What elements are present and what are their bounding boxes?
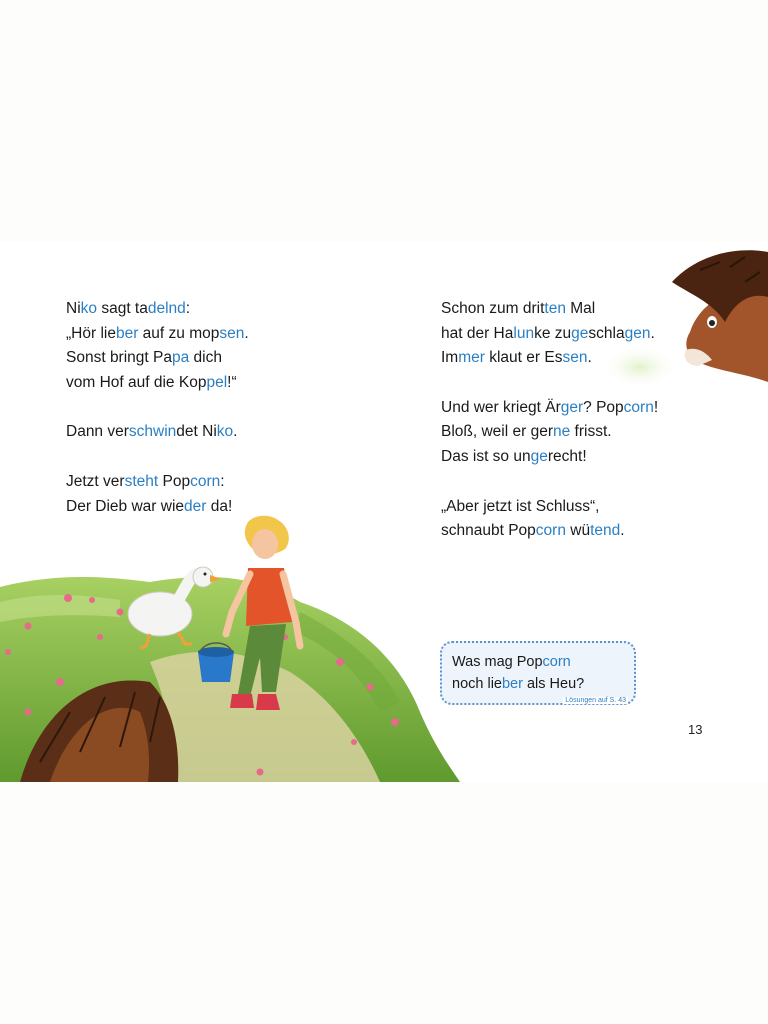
text-segment: hat der Ha xyxy=(441,324,514,342)
highlighted-syllable: mer xyxy=(458,349,485,367)
text-line xyxy=(66,322,249,347)
text-segment: „Aber jetzt ist Schluss“, xyxy=(441,497,600,515)
highlighted-syllable: pel xyxy=(206,374,228,392)
text-segment: Pop xyxy=(158,472,191,490)
text-segment: Und wer kriegt Är xyxy=(441,398,561,416)
highlighted-syllable: ger xyxy=(560,398,584,416)
quiz-question xyxy=(452,651,584,695)
text-segment: . xyxy=(587,349,592,367)
text-line xyxy=(66,495,249,520)
text-line xyxy=(66,371,249,396)
text-line xyxy=(452,673,584,695)
text-segment: Sonst bringt Pa xyxy=(66,349,172,367)
right-page-text xyxy=(441,297,658,544)
text-line xyxy=(441,445,658,470)
highlighted-syllable: der xyxy=(184,497,207,515)
text-segment: Ni xyxy=(66,300,81,317)
highlighted-syllable: ne xyxy=(552,423,571,441)
text-segment: da! xyxy=(206,497,233,515)
text-line xyxy=(441,495,658,520)
text-line xyxy=(441,420,658,445)
text-segment: Jetzt ver xyxy=(66,472,125,490)
highlighted-syllable: sen xyxy=(562,349,588,367)
text-segment: schla xyxy=(588,324,625,342)
text-segment: noch lie xyxy=(452,676,502,692)
text-segment: Der Dieb war wie xyxy=(66,497,185,515)
stanza-gap xyxy=(441,371,658,396)
highlighted-syllable: ge xyxy=(530,448,548,466)
text-line xyxy=(66,297,249,322)
text-line xyxy=(452,651,584,673)
highlighted-syllable: corn xyxy=(542,654,571,670)
text-segment: vom Hof auf die Kop xyxy=(66,374,207,392)
text-line xyxy=(441,519,658,544)
highlighted-syllable: pa xyxy=(171,349,190,367)
stanza-gap xyxy=(66,445,249,470)
text-segment: schnaubt Pop xyxy=(441,522,536,540)
text-line xyxy=(441,346,658,371)
stanza-gap xyxy=(441,470,658,495)
highlighted-syllable: schwin xyxy=(128,423,177,441)
text-segment: Schon zum drit xyxy=(441,300,545,317)
highlighted-syllable: tend xyxy=(590,522,621,540)
text-segment: det Ni xyxy=(176,423,217,441)
text-segment: . xyxy=(650,324,655,342)
text-line xyxy=(441,322,658,347)
highlighted-syllable: lun xyxy=(513,324,535,342)
highlighted-syllable: steht xyxy=(124,472,159,490)
solutions-note: Lösungen auf S. 43 xyxy=(565,697,626,704)
text-segment: . xyxy=(233,423,238,441)
text-segment: !“ xyxy=(227,374,237,392)
text-line xyxy=(441,297,658,322)
text-segment: Im xyxy=(441,349,459,367)
highlighted-syllable: corn xyxy=(535,522,566,540)
text-segment: Was mag Pop xyxy=(452,654,543,670)
text-segment: . xyxy=(620,522,625,540)
highlighted-syllable: sen xyxy=(219,324,245,342)
text-segment: auf zu mop xyxy=(138,324,220,342)
highlighted-syllable: ko xyxy=(80,300,98,317)
text-segment: Dann ver xyxy=(66,423,129,441)
highlighted-syllable: corn xyxy=(190,472,221,490)
text-segment: Mal xyxy=(565,300,596,317)
text-line xyxy=(66,420,249,445)
stanza-gap xyxy=(66,396,249,421)
text-segment: wü xyxy=(565,522,591,540)
highlighted-syllable: ge xyxy=(571,324,589,342)
text-segment: : xyxy=(220,472,225,490)
text-segment: als Heu? xyxy=(522,676,585,692)
text-line xyxy=(66,346,249,371)
text-segment: ke zu xyxy=(534,324,572,342)
text-line xyxy=(66,470,249,495)
highlighted-syllable: ber xyxy=(115,324,139,342)
text-segment: Das ist so un xyxy=(441,448,531,466)
text-segment: sagt ta xyxy=(97,300,148,317)
text-segment: recht! xyxy=(547,448,587,466)
text-segment: dich xyxy=(189,349,222,367)
highlighted-syllable: corn xyxy=(623,398,654,416)
text-segment: „Hör lie xyxy=(66,324,116,342)
highlighted-syllable: delnd xyxy=(147,300,186,317)
text-line xyxy=(441,396,658,421)
highlighted-syllable: ko xyxy=(216,423,234,441)
book-spread xyxy=(0,242,768,782)
text-segment: frisst. xyxy=(570,423,612,441)
text-segment: ! xyxy=(653,398,659,416)
highlighted-syllable: ber xyxy=(501,676,523,692)
text-segment: ? Pop xyxy=(583,398,624,416)
quiz-question-box xyxy=(440,641,636,705)
text-segment: . xyxy=(244,324,249,342)
text-segment: klaut er Es xyxy=(484,349,563,367)
page-number: 13 xyxy=(688,722,703,737)
left-page-text xyxy=(66,297,249,519)
text-segment: Bloß, weil er ger xyxy=(441,423,553,441)
text-segment: : xyxy=(185,300,191,317)
highlighted-syllable: gen xyxy=(624,324,651,342)
highlighted-syllable: ten xyxy=(544,300,566,317)
